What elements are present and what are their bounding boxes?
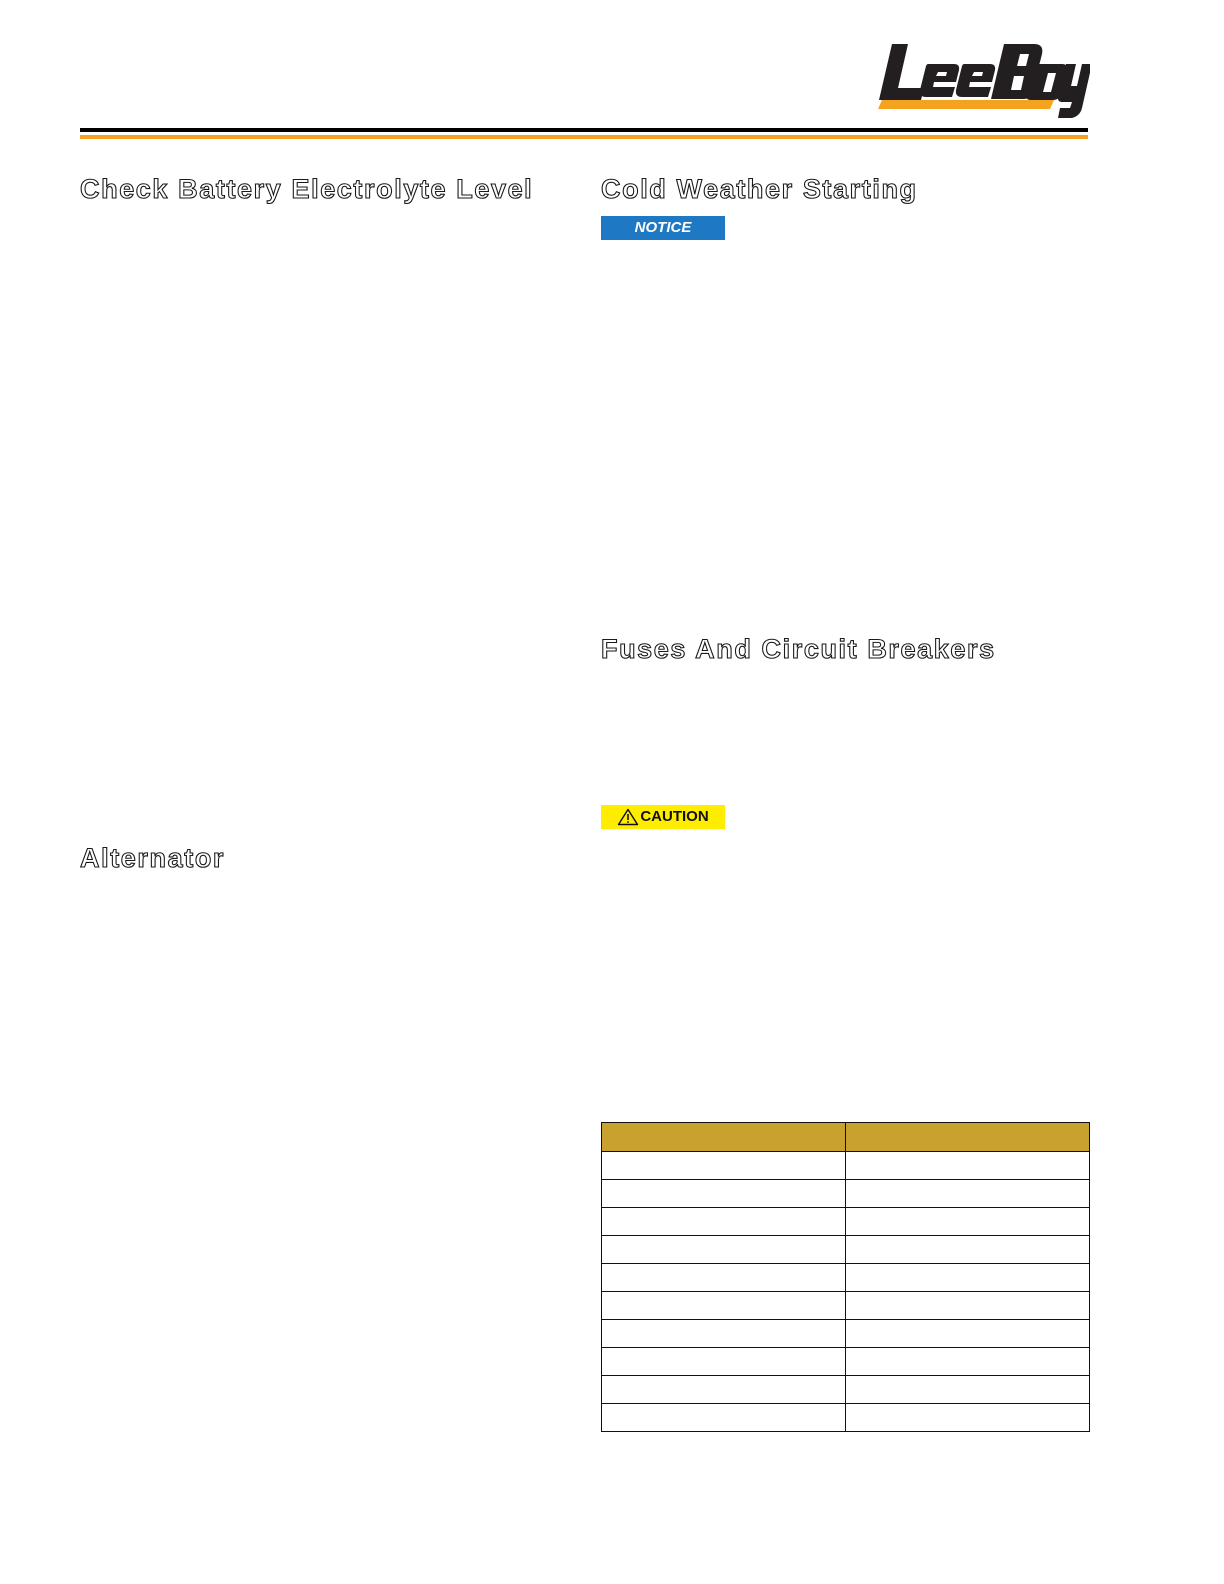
alternator-heading: Alternator xyxy=(80,843,226,873)
table-cell xyxy=(846,1404,1090,1432)
header-rule-black xyxy=(80,128,1088,132)
leeboy-logo xyxy=(868,36,1090,120)
table-row xyxy=(602,1236,1090,1264)
table-row xyxy=(602,1404,1090,1432)
header-rule-orange xyxy=(80,135,1088,139)
fuse-table-header-cell xyxy=(602,1123,846,1152)
table-row xyxy=(602,1264,1090,1292)
table-cell xyxy=(602,1404,846,1432)
table-row xyxy=(602,1348,1090,1376)
table-cell xyxy=(846,1236,1090,1264)
table-cell xyxy=(602,1292,846,1320)
table-row xyxy=(602,1152,1090,1180)
table-cell xyxy=(602,1208,846,1236)
table-cell xyxy=(602,1152,846,1180)
table-row xyxy=(602,1292,1090,1320)
table-cell xyxy=(846,1152,1090,1180)
warning-triangle-icon xyxy=(617,808,639,826)
table-cell xyxy=(846,1320,1090,1348)
table-row xyxy=(602,1376,1090,1404)
table-cell xyxy=(602,1180,846,1208)
table-row xyxy=(602,1180,1090,1208)
table-cell xyxy=(602,1264,846,1292)
caution-label-text: CAUTION xyxy=(640,808,709,825)
table-cell xyxy=(846,1264,1090,1292)
table-row xyxy=(602,1208,1090,1236)
fuses-circuit-breakers-heading: Fuses And Circuit Breakers xyxy=(601,634,996,664)
table-cell xyxy=(602,1320,846,1348)
notice-label: NOTICE xyxy=(601,216,725,240)
leeboy-logo-mark xyxy=(868,36,1090,120)
table-cell xyxy=(846,1208,1090,1236)
cold-weather-starting-heading: Cold Weather Starting xyxy=(601,174,918,204)
table-cell xyxy=(846,1348,1090,1376)
fuse-table xyxy=(601,1122,1090,1432)
table-cell xyxy=(602,1236,846,1264)
table-cell xyxy=(846,1292,1090,1320)
fuse-table-header-row xyxy=(602,1123,1090,1152)
table-cell xyxy=(846,1376,1090,1404)
table-cell xyxy=(602,1348,846,1376)
fuse-table-header-cell xyxy=(846,1123,1090,1152)
table-cell xyxy=(602,1376,846,1404)
table-row xyxy=(602,1320,1090,1348)
caution-label xyxy=(601,805,725,829)
table-cell xyxy=(846,1180,1090,1208)
battery-electrolyte-heading: Check Battery Electrolyte Level xyxy=(80,174,534,204)
